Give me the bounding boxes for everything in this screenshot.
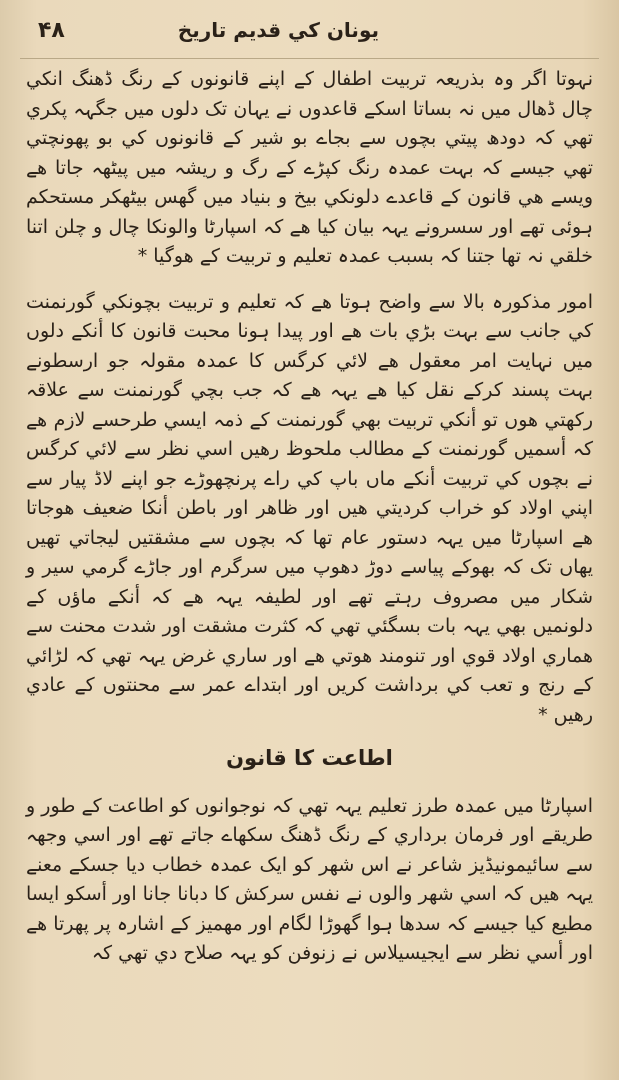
page-number: ۴۸ xyxy=(38,18,65,43)
paragraph-1: نہوتا اگر وہ بذریعہ تربیت اطفال کے اپنے قانونوں کے رنگ ڈھنگ انکي چال ڈھال میں نہ بساتا اسکے قاعدوں نے یہان تک دلوں میں جگہہ پکري تھي کہ دودھ پیتي بچوں سے بجاے بو شیر کے قانونوں کي بو پهونچتي تهي جیسے کہ بہت عمدہ رنگ کپڑے کے رگ و ریشہ میں پیٹھہ جاتا ھے ویسے هي قانون کے قاعدے دلونکي بیخ و بنیاد میں گھس بیٹھکر مستحکم ہوئی تھے اور سسرونے یہہ بیان کیا ھے کہ اسپارٹا والونکا چال و چلن اتنا خلقي نہ تھا جتنا کہ بسبب عمدہ تعلیم و تربیت کے هوگیا * xyxy=(26,68,593,267)
running-title: یونان کي قدیم تاریخ xyxy=(177,18,379,42)
page-body xyxy=(20,65,599,969)
page-header xyxy=(20,18,599,59)
section-heading: اطاعت کا قانون xyxy=(226,746,393,770)
section-paragraph: اسپارٹا میں عمدہ طرز تعلیم یہہ تهي کہ نوجوانوں کو اطاعت کے طور و طریقے اور فرمان برداري کے رنگ ڈھنگ سکھاے جاتے تھے اور اسي وجهہ سے سائیمونیڈیز شاعر نے اس شهر کو ایک عمدہ خطاب دیا جسکے معنے یہہ هیں کہ اسي شهر والوں نے نفس سرکش کا دبانا جانا اور أسکو ایسا مطیع کیا جیسے کہ سدھا ہوا گھوڑا لگام اور مهمیز کے اشارہ پر پهرتا ھے اور أسي نظر سے ایجیسیلاس نے زنوفن کو یہہ صلاح دي تهي کہ xyxy=(26,794,593,964)
paragraph-2: امور مذکورہ بالا سے واضح ہوتا ھے کہ تعلیم و تربیت بچونکي گورنمنت کي جانب سے بہت بڑي بات ھے اور پیدا ہونا محبت قانون کا أنکے دلوں میں نہایت امر معقول ھے لائي کرگس کا عمدہ مقولہ جو ارسطونے بہت پسند کرکے نقل کیا ھے یہہ ھے کہ جب بچي گورنمنت سے علاقہ رکھتي هوں تو أنکي تربیت بهي گورنمنت کے ذمہ ایسي طرحسے لازم ھے کہ أسمیں گورنمنت کے مطالب ملحوظ رهیں اسي نظر سے لائي کرگس نے بچوں کي تربیت أنکے ماں باپ کي راے پرنچھوڑے جو اپنے لاڈ پیار سے اپني اولاد کو خراب کردیتي هیں اور ظاهر اور باطن أنکا ضعیف هوجاتا ھے اسپارٹا میں یہہ دستور عام تها کہ بچوں سے مشقتیں لیجاتي تهیں یهاں تک کہ بھوکے پیاسے دوڑ دھوپ میں سرگرم اور جاڑے گرمي سیر و شکار میں مصروف رہتے تھے اور لطیفہ یہہ ھے کہ أنکے ماؤں کے دلونمیں بهي یہہ بات بسگئي تهي کہ کثرت مشقت اور شدت محنت سے هماري اولاد قوي اور تنومند هوتي ھے اور ساري غرض یہہ تهي کہ لڑائي کے رنج و تعب کي برداشت کریں اور ابتداے عمر سے محنتوں کے عادي رهیں * xyxy=(26,290,593,726)
